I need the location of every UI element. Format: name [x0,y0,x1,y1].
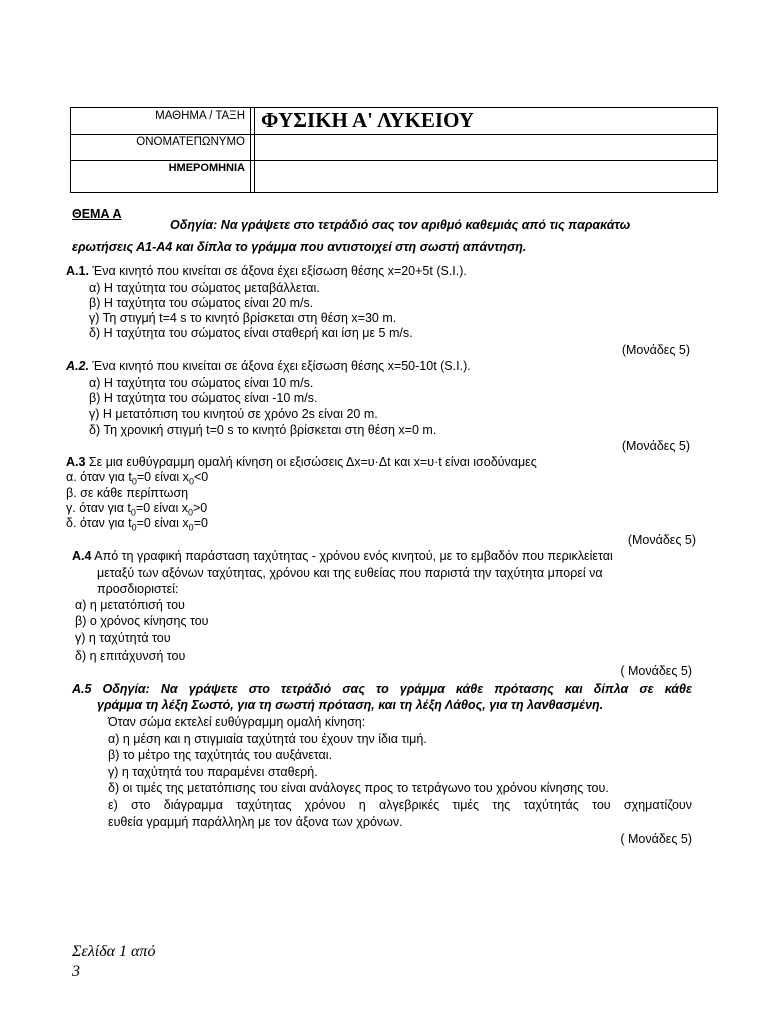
marks-label: ( Μονάδες 5) [620,832,692,846]
instruction-line: ερωτήσεις Α1-Α4 και δίπλα το γράμμα που αντιστοιχεί στη σωστή απάντηση. [72,240,527,254]
section-title: ΘΕΜΑ Α [72,207,122,221]
question-text: προσδιοριστεί: [97,582,179,596]
name-label: ΟΝΟΜΑΤΕΠΩΝΥΜΟ [136,136,245,148]
marks-label: (Μονάδες 5) [621,343,690,357]
statement-option: ε) στο διάγραμμα ταχύτητας χρόνου η αλγεβρικές τιμές της ταχύτητάς του σχηματίζουν [108,798,692,812]
answer-option: β) ο χρόνος κίνησης του [75,614,209,628]
table-divider [254,108,255,192]
instruction-line: Οδηγία: Να γράψετε στο τετράδιό σας τον αριθμό καθεμιάς από τις παρακάτω [170,218,631,232]
statement-option: β) το μέτρο της ταχύτητάς του αυξάνεται. [108,748,333,762]
question-text: Ένα κινητό που κινείται σε άξονα έχει εξίσωση θέσης x=20+5t (S.I.). [88,264,467,278]
page-number-label: Σελίδα 1 από [72,943,156,960]
answer-option: γ. όταν για $t_0=0$ είναι $x_0>0$ [66,501,208,518]
subject-value: ΦΥΣΙΚΗ Α' ΛΥΚΕΙΟΥ [261,108,475,132]
marks-label: (Μονάδες 5) [627,533,696,547]
answer-option: α. όταν για $t_0=0$ είναι $x_0<0$ [66,470,209,487]
table-row-divider [71,134,717,135]
question-a1-stem [66,264,467,278]
question-a3-stem [66,455,537,469]
answer-option: γ) Τη στιγμή t=4 s το κινητό βρίσκεται στη θέση x=30 m. [89,311,397,325]
question-text: μεταξύ των αξόνων ταχύτητας, χρόνου και της ευθείας που παριστά την ταχύτητα μπορεί να [97,566,603,580]
answer-option: β) Η ταχύτητα του σώματος είναι -10 m/s. [89,391,318,405]
answer-option: γ) Η μετατόπιση του κινητού σε χρόνο 2s είναι 20 m. [89,407,378,421]
answer-option: α) Η ταχύτητα του σώματος είναι 10 m/s. [89,376,314,390]
statement-option: ευθεία γραμμή παράλληλη με τον άξονα των χρόνων. [108,815,403,829]
page-total: 3 [72,963,80,980]
page-footer [72,942,155,982]
answer-option: γ) η ταχύτητά του [75,631,171,645]
statement-option: α) η μέση και η στιγμιαία ταχύτητά του έχουν την ίδια τιμή. [108,732,427,746]
question-text: Όταν σώμα εκτελεί ευθύγραμμη ομαλή κίνηση: [108,715,366,729]
answer-option: β) Η ταχύτητα του σώματος είναι 20 m/s. [89,296,314,310]
question-text: Ένα κινητό που κινείται σε άξονα έχει εξίσωση θέσης x=50-10t (S.I.). [88,359,471,373]
table-row-divider [71,160,717,161]
question-a5-instruction: Α.5 Οδηγία: Να γράψετε στο τετράδιό σας το γράμμα κάθε πρότασης και δίπλα σε κάθε [72,682,692,696]
question-number: Α.1. [66,264,89,278]
answer-option: β. σε κάθε περίπτωση [66,486,189,500]
answer-option: δ) η επιτάχυνσή του [75,649,186,663]
answer-option: α) η μετατόπισή του [75,598,185,612]
answer-option: α) Η ταχύτητα του σώματος μεταβάλλεται. [89,281,320,295]
question-number: Α.3 [66,455,86,469]
answer-option: δ) Τη χρονική στιγμή t=0 s το κινητό βρίσκεται στη θέση x=0 m. [89,423,437,437]
subject-label: ΜΑΘΗΜΑ / ΤΑΞΗ [155,110,245,122]
statement-option: δ) οι τιμές της μετατόπισης του είναι ανάλογες προς το τετράγωνο του χρόνου κίνησης του. [108,781,609,795]
answer-option: δ. όταν για $t_0=0$ είναι $x_0=0$ [66,516,208,533]
table-divider [250,108,251,192]
question-a4-stem [72,549,613,563]
date-label: ΗΜΕΡΟΜΗΝΙΑ [168,162,245,174]
marks-label: (Μονάδες 5) [621,439,690,453]
question-text: Από τη γραφική παράσταση ταχύτητας - χρόνου ενός κινητού, με το εμβαδόν που περικλείεται [91,549,613,563]
question-number: Α.2. [66,359,89,373]
statement-option: γ) η ταχύτητά του παραμένει σταθερή. [108,765,318,779]
question-a2-stem [66,359,471,373]
header-table [70,107,718,193]
question-number: Α.4 [72,549,92,563]
marks-label: ( Μονάδες 5) [620,664,692,678]
answer-option: δ) Η ταχύτητα του σώματος είναι σταθερή και ίση με 5 m/s. [89,326,413,340]
question-text: Σε μια ευθύγραμμη ομαλή κίνηση οι εξισώσεις Δx=υ·Δt και x=υ·t είναι ισοδύναμες [85,455,537,469]
question-a5-instruction: γράμμα τη λέξη Σωστό, για τη σωστή πρόταση, και τη λέξη Λάθος, για τη λανθασμένη. [97,698,604,712]
